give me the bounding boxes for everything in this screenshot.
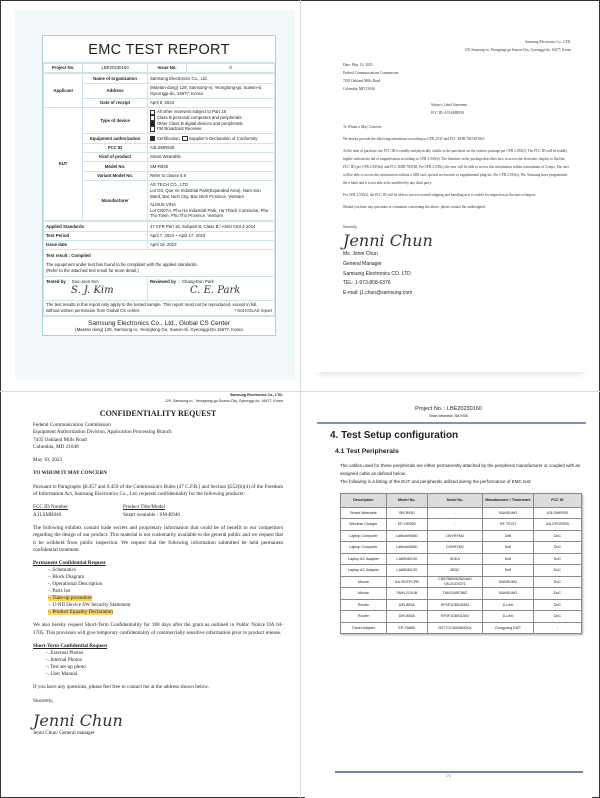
table-row: [341, 565, 582, 577]
address-label: Address: [83, 83, 148, 98]
letter-recipient-line: 7435 Oakland Mills Road: [343, 79, 381, 83]
conf-permanent-item: [33, 588, 283, 595]
kind-value: Smart Wearable: [147, 152, 274, 161]
horizontal-divider: [0, 391, 600, 392]
column-header: FCC ID: [533, 493, 581, 507]
option-label: Supplier's Declaration of Conformity: [189, 135, 258, 141]
letter-recipient-line: Columbia, MD 21046: [343, 87, 375, 91]
manufacturer-2-name: ALMUS VINA: [149, 202, 176, 208]
conf-short-term-item: -. External Photos: [46, 650, 84, 657]
letter-date: Date: May. 10, 2023: [343, 63, 373, 67]
table-cell: Router: [341, 611, 387, 623]
column-header: Serial No.: [427, 493, 482, 507]
conf-exhibits-text: The following exhibits contain trade secrets and proprietary information that could be of benefit to our competitors regarding the design of our product. This material is not customarily available to the general public and we request that it be withheld from public inspection. We request that the following information submitted be held permanent confidential treatment.: [33, 524, 283, 553]
emc-report-box: [42, 35, 276, 336]
table-cell: SMH-210UB: [386, 588, 427, 600]
conf-company-address: 129, Samsung-ro , Yeongtong-gu Suwon-City, Gyeonggi-do, 16677, Korea: [164, 398, 283, 403]
item-label: -. U-NII Device SW Security Statement: [48, 602, 131, 609]
highlighted-item-label: -. Tune-up procedure: [48, 595, 92, 602]
equip-auth-label: Equipment authorization: [83, 134, 148, 143]
item-label: -. Schematics: [48, 567, 76, 574]
conf-permanent-item: [33, 609, 283, 616]
table-cell: Mouse: [341, 588, 387, 600]
table-cell: TAKGA05788Z: [427, 588, 482, 600]
table-cell: Dell: [483, 530, 534, 542]
table-cell: DoC: [533, 611, 581, 623]
table-cell: Wireless Charger: [341, 519, 387, 531]
table-cell: Dongyang E&P: [483, 622, 534, 634]
table-cell: DoC: [533, 553, 581, 565]
table-row: [341, 519, 582, 531]
applicant-label: Applicant: [44, 74, 83, 108]
conf-product-table: [33, 504, 283, 519]
table-row: [341, 622, 582, 634]
reviewed-by: Reviewed by : Chang-Eun Park C. E. Park: [147, 277, 274, 301]
peripherals-header-row: [341, 493, 582, 507]
footer-address: (Maetan dong) 129, Samsung-ro, Yeongtong-Gu, Suwon-Si, Gyeonggi-Do 16677, Korea: [75, 326, 243, 332]
table-cell: Laptop Computer: [341, 542, 387, 554]
equip-auth-options: [147, 134, 274, 143]
tested-by: Tested by : Soo-Joon Kim S. J. Kim: [44, 277, 148, 301]
conf-permanent-list: [33, 567, 283, 616]
conf-intro: Pursuant to Paragraphs §0.457 and 0.459 of the Commission's Rules (47 C.F.R.) and Section §552(b)(4) of the Freedom of Information Act, Samsung Electronics Co., Ltd. requests confidentiality for the following products:: [33, 483, 283, 498]
conf-short-term-item: -. Test set-up photo: [46, 664, 86, 671]
signer-org: Samsung Electronics CO. LTD: [343, 270, 411, 277]
setup-heading: 4. Test Setup configuration: [330, 429, 459, 441]
standards-value: 47 CFR Part 15, Subpart B, Class B / ANSI C63.4-2014: [147, 222, 274, 231]
checkbox-icon: [182, 136, 188, 142]
project-no-label: Project No.: [44, 64, 83, 73]
fcc-id-value: A3LSMR930: [147, 143, 274, 152]
highlighted-item-label: -. Product Equality Declaration: [48, 609, 113, 616]
confidentiality-page: [10, 393, 295, 793]
letter-subject: Subject: Label Statement: [431, 103, 468, 107]
table-cell: LA65NM130: [386, 565, 427, 577]
table-cell: Router: [341, 599, 387, 611]
table-row: [341, 611, 582, 623]
emc-report-table: [43, 63, 275, 73]
option-label: Other Class B digital devices and peripherals: [156, 120, 243, 126]
table-cell: Travel Adapter: [341, 622, 387, 634]
test-result-text: The equipment under test has found to be compliant with the applied standards.: [46, 261, 198, 267]
conf-signature: Jenni Chun: [33, 710, 123, 730]
table-cell: DoC: [533, 565, 581, 577]
kind-label: Kind of product: [83, 152, 148, 161]
tested-by-signature: S. J. Kim: [71, 285, 114, 297]
item-label: -. Parts list: [48, 588, 71, 595]
letter-company-address: 129, Samsung-ro, Yeongtong-gu Suwon-City, Gyeonggi-do, 16677, Korea: [464, 48, 571, 52]
issue-no-value: 0: [187, 64, 275, 73]
table-cell: 1WYRYM2: [427, 530, 482, 542]
manufacturer-1-name: AG TECH CO., LTD: [149, 182, 188, 188]
letter-signature: Jenni Chun: [343, 231, 433, 250]
conf-closing: Sincerely,: [33, 697, 54, 704]
setup-para-2: The following is a listing of the EUT and peripherals utilized during the performance of EMC test:: [340, 478, 532, 484]
setup-paragraph: [340, 462, 582, 486]
table-cell: DoC: [533, 599, 581, 611]
footer-rule: [335, 771, 583, 773]
conf-fcc-id: A3LSMR940: [33, 511, 62, 518]
table-row: [341, 588, 582, 600]
project-no-value: LBE20230160: [83, 64, 148, 73]
manufacturer-2-address: Lot CN07A, Phu Ha Industrial Park, Ha Thach Commune, Phu Tho Town, Phu Tho Province, Vietnam: [149, 207, 269, 219]
column-header: Description: [341, 493, 387, 507]
conf-permanent-item: [33, 595, 283, 602]
table-row: [341, 599, 582, 611]
conf-product: Smart wearable / SM-R940: [123, 511, 180, 518]
table-row: [341, 507, 582, 519]
option-label: FM Broadcast Receiver: [156, 126, 202, 132]
reviewed-by-label: Reviewed by: [149, 278, 176, 284]
table-cell: SAMSUNG: [483, 588, 534, 600]
test-result-label: Test result : Complied: [46, 253, 91, 259]
letter-paragraph: We hereby provide the following attestations according to CFR 2.935 and FCC KDB 784748 D02:: [343, 137, 485, 141]
table-cell: D-Link: [483, 611, 534, 623]
test-result-note: (Refer to the attached test result for more detail.): [46, 267, 139, 273]
table-cell: RF TECH: [483, 519, 534, 531]
conf-short-term-header: Short-Term Confidential Request: [33, 643, 108, 650]
conf-permanent-item: [33, 567, 283, 574]
table-cell: 5DEA: [427, 553, 482, 565]
vertical-divider: [300, 0, 301, 798]
table-cell: -: [533, 622, 581, 634]
issue-date-label: Issue date: [44, 241, 148, 250]
letter-fcc-id: FCC ID: A3LSMR930: [431, 111, 464, 115]
conf-permanent-header: Permanent Confidential Request: [33, 560, 106, 567]
emc-detail-table: [43, 73, 275, 221]
model-value: SM-R930: [147, 162, 274, 171]
table-cell: Laptop AC Adapter: [341, 553, 387, 565]
table-cell: D-Link: [483, 599, 534, 611]
conf-product-col: [123, 504, 180, 519]
table-cell: Dell: [483, 542, 534, 554]
table-cell: A3LEPOR900: [533, 519, 581, 531]
table-row: [341, 553, 582, 565]
address-value: (Maetan-dong) 129, Samsung-ro, Yeongtong-gu, Suwon-si, Gyeonggi-do, 16677, Korea: [147, 83, 274, 98]
letter-paragraph: Per CFR 2.935(f), the FCC ID will be able to survive normal shipping and handling as it is visible for inspection at the time of import.: [343, 193, 537, 197]
table-cell: Dell: [483, 565, 534, 577]
table-cell: DIR-806A: [386, 599, 427, 611]
table-cell: SM-R930: [386, 507, 427, 519]
letter-company: Samsung Electronics Co., LTD.: [525, 40, 571, 44]
column-header: Manufacturer / Trademark: [483, 493, 534, 507]
table-cell: EP-TA800: [386, 622, 427, 634]
letter-signoff-block: [343, 250, 571, 299]
table-cell: CN57BA5903634AD V8JJCD4371: [427, 576, 482, 588]
model-label: Model No.: [83, 162, 148, 171]
table-row: [341, 576, 582, 588]
table-cell: SAMSUNG: [483, 507, 534, 519]
conf-recipient-line: Equipment Authorization Division, Application Processing Branch: [33, 429, 172, 436]
table-cell: DoC: [533, 530, 581, 542]
table-cell: Smart Wearable: [341, 507, 387, 519]
table-cell: DoC: [533, 542, 581, 554]
option-label: All other receivers subject to Part 15: [156, 109, 226, 115]
org-label: Name of organization: [83, 74, 148, 83]
conf-short-term-item: -. User Manual: [46, 671, 78, 678]
table-cell: LA65NM130: [386, 553, 427, 565]
device-type-label: Type of device: [83, 108, 148, 134]
header-rule: [317, 422, 586, 424]
conf-company: Samsung Electronics Co., LTD.: [229, 393, 283, 397]
checkbox-icon: [150, 126, 156, 132]
table-cell: Latitude5580: [386, 530, 427, 542]
disclaimer: [44, 300, 275, 315]
label-letter-page: [315, 12, 587, 372]
confidentiality-body: [33, 393, 283, 737]
table-cell: Laptop AC Adapter: [341, 565, 387, 577]
setup-subtitle: Smart Wearable: SM-R930: [428, 414, 469, 418]
test-setup-page: [305, 393, 592, 798]
table-cell: 5B3C: [427, 565, 482, 577]
receipt-label: Date of receipt: [83, 98, 148, 107]
emc-report-title: EMC TEST REPORT: [43, 36, 275, 63]
manufacturer-value: [147, 181, 274, 221]
manufacturer-label: Manufacturer: [83, 181, 148, 221]
letter-paragraph: Should you have any questions or comments concerning the above, please contact the undersigned.: [343, 205, 486, 209]
conf-recipient-line: Federal Communication Commission: [33, 422, 111, 428]
conf-recipient-line: Columbia, MD 21048: [33, 443, 79, 450]
test-result: [44, 250, 275, 277]
table-cell: SAMSUNG: [483, 576, 534, 588]
table-cell: D3HRYM2: [427, 542, 482, 554]
fcc-id-label: FCC ID: [83, 143, 148, 152]
item-label: -. Operational Description: [48, 581, 103, 588]
table-cell: EP-OR900: [386, 519, 427, 531]
period-value: April 7, 2023 ~ April 17, 2023: [147, 231, 274, 240]
letter-paragraph: At the time of purchase, the FCC ID is readily and physically visible to the purchaser on the exterior package per CFR 2.935(f). The FCC ID will be readily legible without the aid of magnification according to CFR 2.935(d). The literature in the package describes how to access the electronic display to find the FCC ID (per CFR 2.935(b)) and FCC KDB 784748. Per CFR 2.935(c) the user will be able to access this information within a maximum of 3 steps. The user will be able to access this information without a SIM card, special accessories or supplemental plug-ins. Per CFR 2.935(e), We, Samsung have programmed the e-label and it is not able to be modified by any third party.: [343, 149, 569, 185]
emc-footer: [43, 316, 275, 335]
reviewed-by-signature: C. E. Park: [189, 285, 241, 297]
conf-questions: If you have any questions, please feel free to contact me at the address shown below.: [33, 684, 209, 691]
footer-company: Samsung Electronics Co., Ltd., Global CS Center: [88, 319, 230, 327]
letter-closing: Sincerely,: [343, 225, 358, 229]
column-header: Model No.: [386, 493, 427, 507]
page-number: /71: [446, 774, 451, 778]
disclaimer-text: The test results in this report only apply to the tested sample. This report must not be reproduced, except in full, without written permission from Global CS center.: [46, 302, 258, 313]
option-label: Certification: [156, 135, 180, 141]
conf-permanent-item: [33, 574, 283, 581]
conf-permanent-item: [33, 602, 283, 609]
device-type-option: [150, 126, 272, 132]
conf-product-header: Product Title/Model: [123, 504, 165, 511]
period-label: Test Period: [44, 231, 148, 240]
letter-salutation: To Whom it May Concern:: [343, 125, 382, 129]
checkbox-checked-icon: [150, 136, 156, 142]
table-cell: RF0F1D8018454: [427, 599, 482, 611]
conf-fcc-id-header: FCC ID Number: [33, 504, 68, 511]
table-cell: -: [427, 507, 482, 519]
option-label: Class B personal computers and peripherals: [156, 115, 242, 121]
conf-short-term-text: We also hereby request Short-Term Confidentiality for 180 days after the grant as outlined in Public Notice DA 04-1705. This provision will give temporary confidentiality of commercially sensitive information prior to product release.: [33, 622, 283, 636]
kolas-note: * Not KOLAS report: [234, 307, 272, 313]
signer-tel: TEL: 1-973-808-6376: [343, 280, 391, 287]
conf-fcc-col: [33, 504, 123, 519]
conf-salutation: TO WHOM IT MAY CONCERN: [33, 470, 107, 477]
tested-by-name: Soo-Joon Kim: [71, 278, 99, 284]
table-cell: RF0F1D8011504: [427, 611, 482, 623]
table-cell: AA-SM7PCPB: [386, 576, 427, 588]
device-type-options: [147, 108, 274, 134]
tested-by-label: Tested by: [46, 278, 66, 284]
variant-label: Variant Model No.: [83, 171, 148, 180]
setup-para-1: The cables used for these peripherals are either permanently attached by the peripheral manufacturer or coupled with an assigned cable as defined below.: [340, 462, 581, 476]
signer-name: Ms. Jenni Chun: [343, 251, 378, 257]
item-label: -. Block Diagram: [48, 574, 85, 581]
table-cell: DoC: [533, 576, 581, 588]
conf-permanent-item: [33, 581, 283, 588]
receipt-value: April 5, 2023: [147, 98, 274, 107]
reviewed-by-name: Chang-Eun Park: [181, 278, 214, 284]
table-cell: R37TCCA006BDKA: [427, 622, 482, 634]
conf-date: May 10, 2023: [33, 457, 62, 464]
setup-project-no: Project No. : LBE20230160: [415, 406, 482, 412]
emc-summary-table: [43, 221, 275, 316]
letter-recipient-line: Federal Communications Commission: [343, 71, 399, 75]
standards-label: Applied Standards: [44, 222, 148, 231]
table-cell: DIR-806A: [386, 611, 427, 623]
setup-subheading: 4.1 Test Peripherals: [335, 447, 399, 455]
peripherals-table: [340, 493, 582, 635]
signer-title: General Manager: [343, 260, 382, 267]
conf-recipient-line: 7435 Oakland Mills Road: [33, 436, 87, 443]
table-cell: Laptop Computer: [341, 530, 387, 542]
table-cell: Dell: [483, 553, 534, 565]
issue-date-value: April 19, 2023: [147, 241, 274, 250]
eut-label: EUT: [44, 108, 83, 221]
conf-signoff: Jenni Chun/ General manager: [33, 729, 95, 736]
emc-report-page: [15, 10, 295, 380]
table-cell: A3LSMR930: [533, 507, 581, 519]
issue-no-label: Issue No.: [147, 64, 186, 73]
conf-title: CONFIDENTIALITY REQUEST: [99, 409, 217, 418]
conf-short-term-item: -. Internal Photos: [46, 657, 82, 664]
table-row: [341, 530, 582, 542]
letter-body: [343, 38, 571, 299]
table-cell: Mouse: [341, 576, 387, 588]
table-cell: -: [427, 519, 482, 531]
signer-email: E-mail: j1.chun@samsung.com: [343, 290, 413, 297]
table-row: [341, 542, 582, 554]
manufacturer-1-address: Lot O3, Que Vo Industrial Park(Expanded Area), Nam Son Ward, Bac Ninh City, Bac Ninh Province, Vietnam: [149, 188, 261, 199]
table-cell: DoC: [533, 588, 581, 600]
table-cell: Latitude5580: [386, 542, 427, 554]
org-value: Samsung Electronics Co., Ltd.: [147, 74, 274, 83]
variant-value: Refer to clause 4.6: [147, 171, 274, 180]
